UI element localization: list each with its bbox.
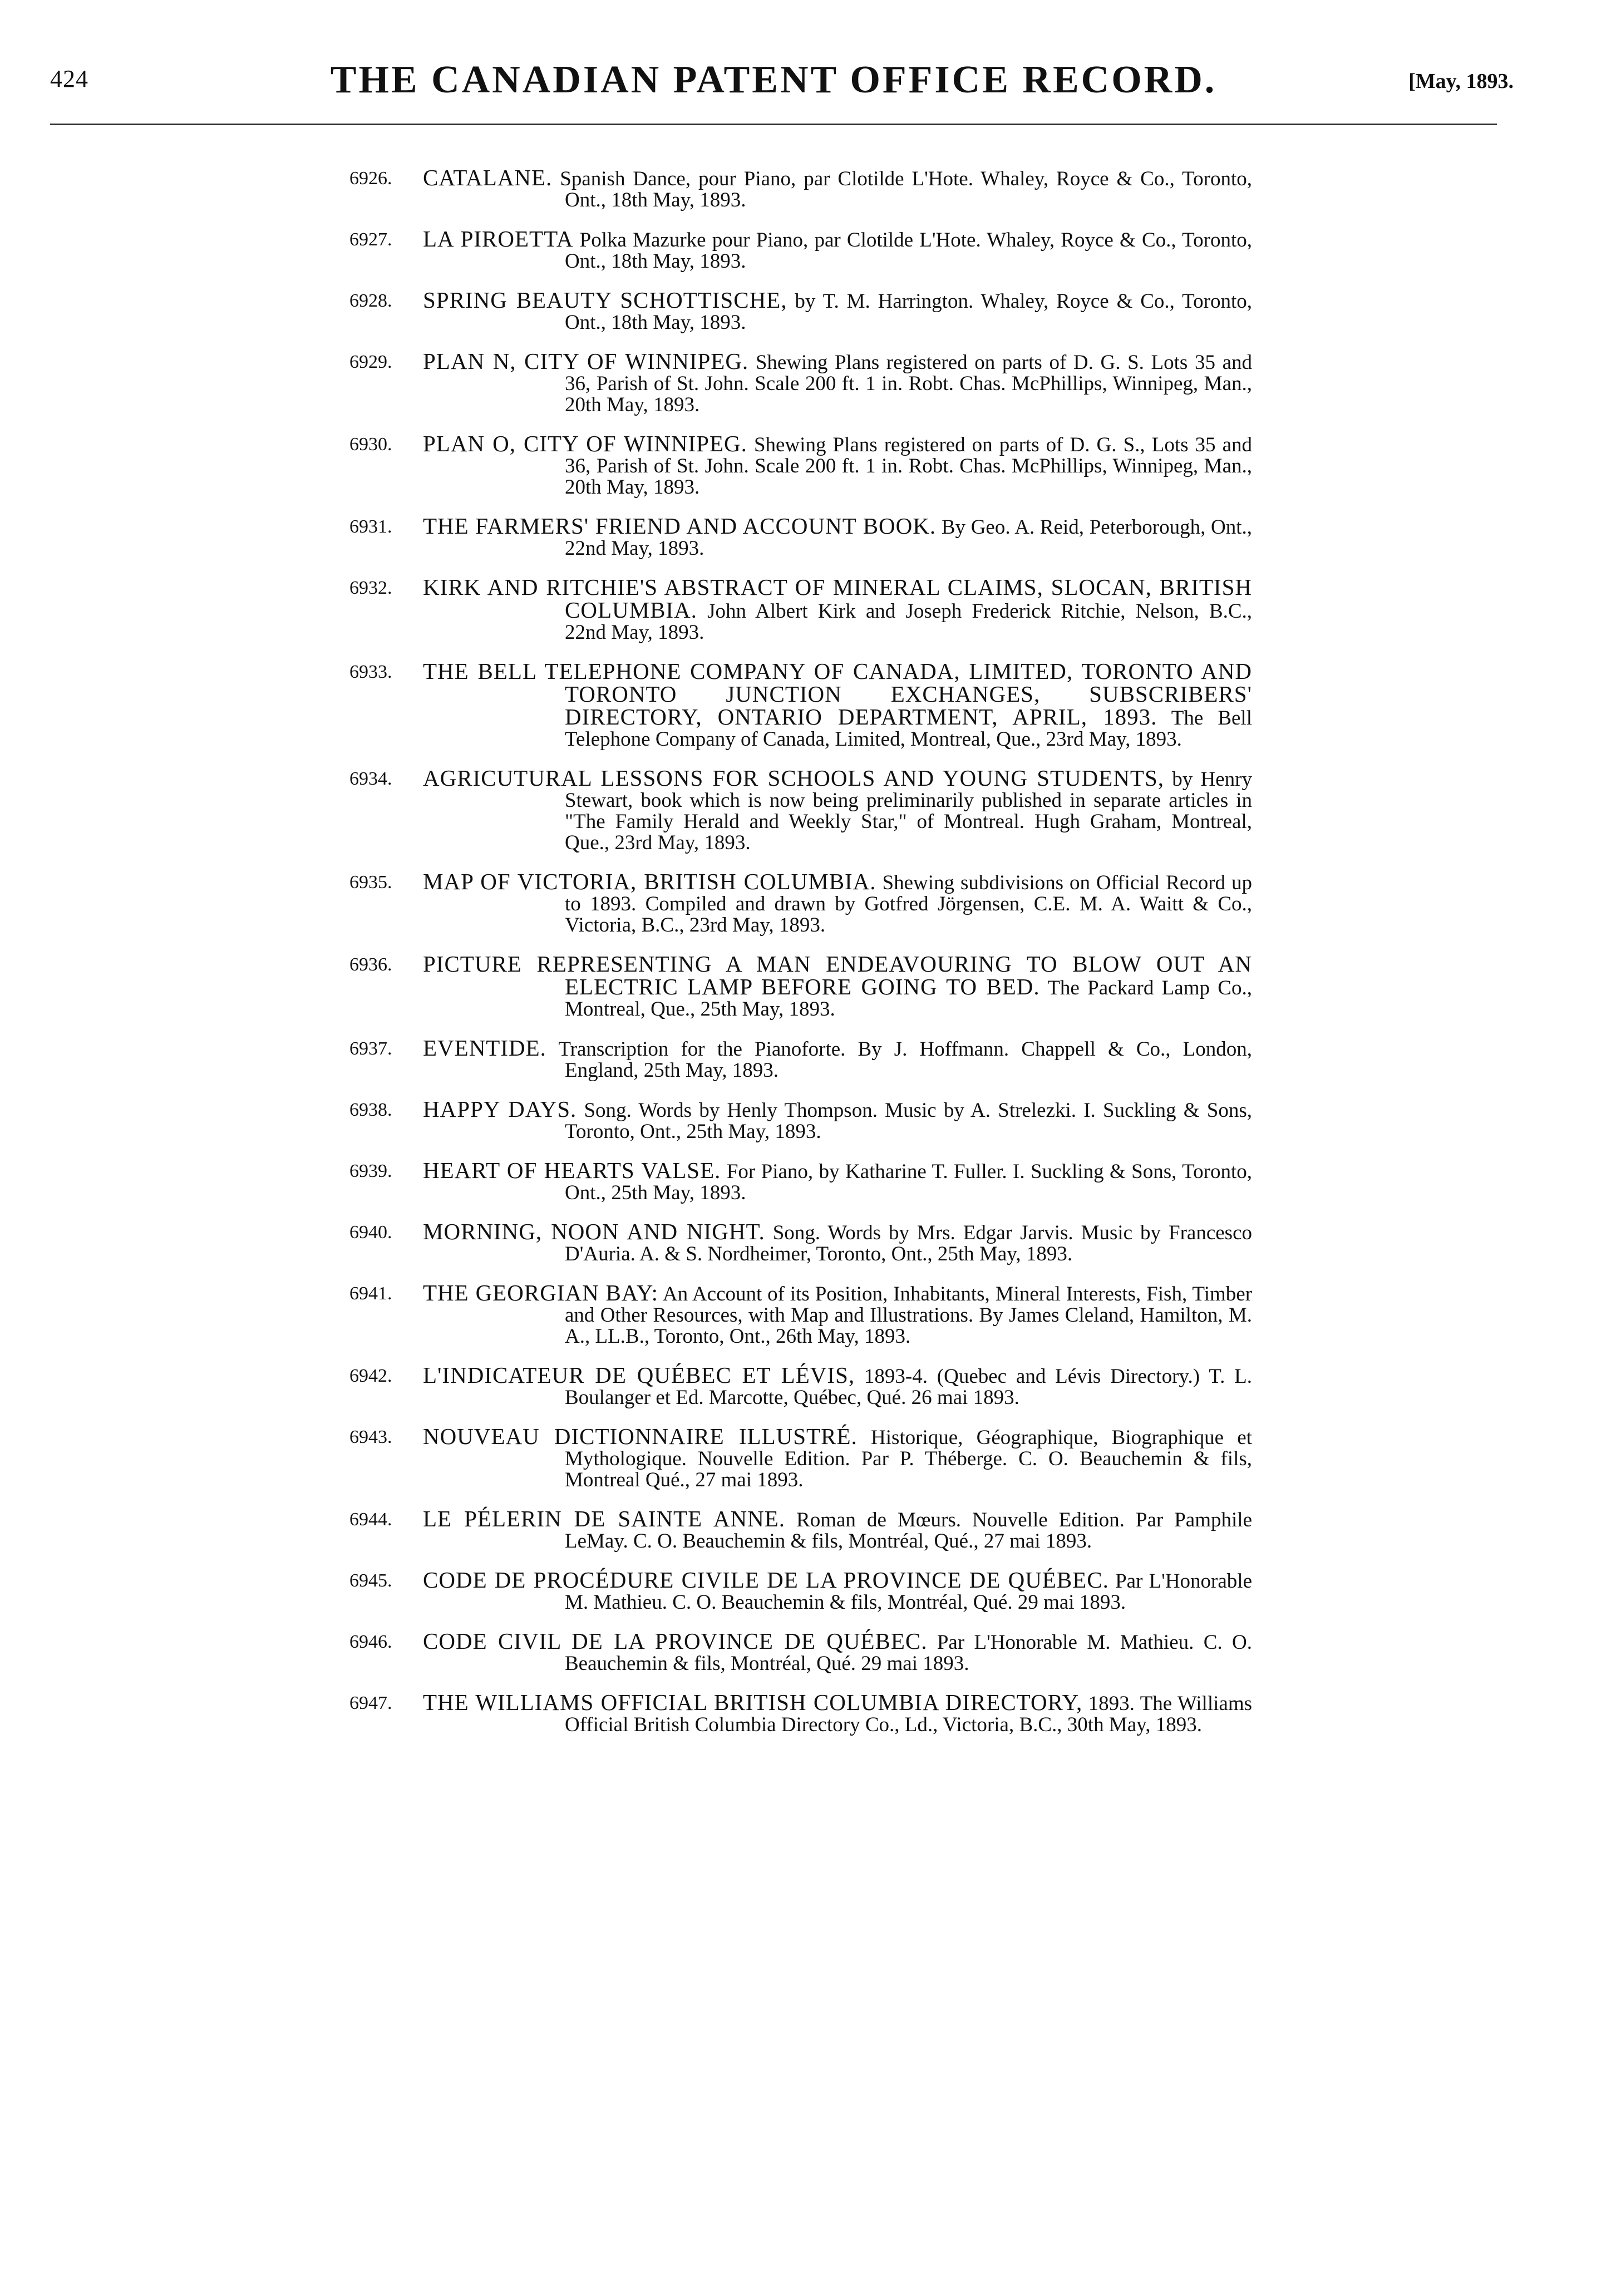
entry-description: 1893. The Williams Official British Columbia Directory Co., Ld., Victoria, B.C., 30th May, 1893.: [565, 1692, 1252, 1736]
entry-title: NOUVEAU DICTIONNAIRE ILLUSTRÉ.: [423, 1423, 858, 1449]
entry-title: CATALANE.: [423, 165, 553, 190]
entry-list: [351, 167, 1252, 1753]
entry-description: Spanish Dance, pour Piano, par Clotilde L'Hote. Whaley, Royce & Co., Toronto, Ont., 18th May, 1893.: [560, 167, 1252, 211]
entry-title: MAP OF VICTORIA, BRITISH COLUMBIA.: [423, 869, 876, 894]
entry-description: Song. Words by Mrs. Edgar Jarvis. Music by Francesco D'Auria. A. & S. Nordheimer, Toronto, Ont., 25th May, 1893.: [565, 1221, 1252, 1265]
entry-6938: [351, 1098, 1252, 1142]
entry-description: Shewing Plans registered on parts of D. G. S. Lots 35 and 36, Parish of St. John. Scale 200 ft. 1 in. Robt. Chas. McPhillips, Winnipeg, Man., 20th May, 1893.: [565, 351, 1253, 416]
entry-number: 6929.: [349, 352, 392, 372]
running-header: [50, 56, 1514, 106]
entry-title: AGRICUTURAL LESSONS FOR SCHOOLS AND YOUNG STUDENTS,: [423, 765, 1165, 791]
entry-number: 6942.: [349, 1366, 392, 1386]
entry-description: Shewing Plans registered on parts of D. G. S., Lots 35 and 36, Parish of St. John. Scale 200 ft. 1 in. Robt. Chas. McPhillips, Winnipeg, Man., 20th May, 1893.: [565, 433, 1253, 499]
entry-number: 6944.: [349, 1509, 392, 1530]
entry-number: 6939.: [349, 1161, 392, 1181]
entry-title: THE FARMERS' FRIEND AND ACCOUNT BOOK.: [423, 513, 937, 539]
entry-6928: [351, 289, 1252, 333]
entry-number: 6927.: [349, 229, 392, 250]
entry-6931: [351, 515, 1252, 559]
entry-title: L'INDICATEUR DE QUÉBEC ET LÉVIS,: [423, 1362, 855, 1388]
entry-description: Par L'Honorable M. Mathieu. C. O. Beauchemin & fils, Montréal, Qué. 29 mai 1893.: [565, 1570, 1253, 1614]
entry-description: By Geo. A. Reid, Peterborough, Ont., 22nd May, 1893.: [565, 516, 1253, 560]
entry-number: 6930.: [349, 434, 392, 455]
entry-description: John Albert Kirk and Joseph Frederick Ritchie, Nelson, B.C., 22nd May, 1893.: [565, 600, 1253, 644]
entry-number: 6934.: [349, 768, 392, 789]
entry-number: 6937.: [349, 1038, 392, 1059]
entry-description: An Account of its Position, Inhabitants, Mineral Interests, Fish, Timber and Other Resources, with Map and Illustrations. By James Cleland, Hamilton, M. A., LL.B., Toronto, Ont., 26th May, 1893.: [565, 1283, 1253, 1348]
entry-number: 6933.: [349, 662, 392, 682]
entry-6936: [351, 953, 1252, 1020]
entry-title: PLAN O, CITY OF WINNIPEG.: [423, 431, 747, 456]
entry-number: 6941.: [349, 1283, 392, 1304]
entry-6944: [351, 1508, 1252, 1552]
entry-number: 6943.: [349, 1427, 392, 1447]
entry-description: 1893-4. (Quebec and Lévis Directory.) T. L. Boulanger et Ed. Marcotte, Québec, Qué. 26 mai 1893.: [565, 1365, 1252, 1409]
entry-6934: [351, 767, 1252, 854]
entry-title: PLAN N, CITY OF WINNIPEG.: [423, 348, 749, 374]
entry-number: 6946.: [349, 1632, 392, 1652]
entry-title: HAPPY DAYS.: [423, 1096, 577, 1122]
entry-title: HEART OF HEARTS VALSE.: [423, 1157, 721, 1183]
entry-title: EVENTIDE.: [423, 1035, 546, 1061]
entry-number: 6932.: [349, 578, 392, 598]
entry-number: 6928.: [349, 290, 392, 311]
entry-description: by T. M. Harrington. Whaley, Royce & Co., Toronto, Ont., 18th May, 1893.: [565, 290, 1252, 334]
entry-number: 6935.: [349, 872, 392, 893]
entry-6935: [351, 871, 1252, 936]
entry-6932: [349, 574, 1253, 644]
entry-6945: [351, 1569, 1252, 1613]
entry-6943: [349, 1423, 1252, 1491]
entry-6930: [351, 433, 1252, 498]
page-number: 424: [50, 65, 88, 92]
entry-6927: [351, 228, 1252, 272]
entry-description: Historique, Géographique, Biographique et Mythologique. Nouvelle Edition. Par P. Théberge. C. O. Beauchemin & fils, Montreal Qué., 27 mai 1893.: [565, 1426, 1252, 1491]
entry-title: MORNING, NOON AND NIGHT.: [423, 1219, 765, 1244]
entry-6942: [351, 1364, 1252, 1408]
entry-title: PICTURE REPRESENTING A MAN ENDEAVOURING TO BLOW OUT AN ELECTRIC LAMP BEFORE GOING TO BED.: [423, 951, 1252, 999]
entry-title: CODE CIVIL DE LA PROVINCE DE QUÉBEC.: [423, 1628, 928, 1654]
entry-description: by Henry Stewart, book which is now being preliminarily published in separate articles in "The Family Herald and Weekly Star," of Montreal. Hugh Graham, Montreal, Que., 23rd May, 1893.: [565, 768, 1252, 854]
entry-number: 6931.: [349, 516, 392, 537]
entry-6947: [349, 1689, 1252, 1736]
header-rule: [50, 124, 1497, 125]
entry-number: 6938.: [349, 1100, 392, 1120]
entry-6929: [349, 348, 1253, 416]
entry-description: Roman de Mœurs. Nouvelle Edition. Par Pamphile LeMay. C. O. Beauchemin & fils, Montréal, Qué., 27 mai 1893.: [565, 1509, 1252, 1553]
entry-6939: [349, 1157, 1253, 1204]
entry-number: 6940.: [349, 1222, 392, 1243]
entry-description: Par L'Honorable M. Mathieu. C. O. Beauchemin & fils, Montréal, Qué. 29 mai 1893.: [565, 1631, 1252, 1675]
entry-title: KIRK AND RITCHIE'S ABSTRACT OF MINERAL CLAIMS, SLOCAN, BRITISH COLUMBIA.: [423, 574, 1252, 623]
entry-description: Song. Words by Henly Thompson. Music by A. Strelezki. I. Suckling & Sons, Toronto, Ont., 25th May, 1893.: [565, 1099, 1252, 1143]
entry-6933: [349, 658, 1252, 751]
entry-description: Shewing subdivisions on Official Record up to 1893. Compiled and drawn by Gotfred Jörgensen, C.E. M. A. Waitt & Co., Victoria, B.C., 23rd May, 1893.: [565, 871, 1253, 937]
entry-title: CODE DE PROCÉDURE CIVILE DE LA PROVINCE DE QUÉBEC.: [423, 1567, 1109, 1593]
entry-title: SPRING BEAUTY SCHOTTISCHE,: [423, 287, 787, 313]
entry-description: For Piano, by Katharine T. Fuller. I. Suckling & Sons, Toronto, Ont., 25th May, 1893.: [565, 1160, 1253, 1204]
entry-number: 6945.: [349, 1570, 392, 1591]
entry-description: Polka Mazurke pour Piano, par Clotilde L'Hote. Whaley, Royce & Co., Toronto, Ont., 18th May, 1893.: [565, 229, 1253, 273]
entry-description: Transcription for the Pianoforte. By J. Hoffmann. Chappell & Co., London, England, 25th May, 1893.: [558, 1038, 1252, 1082]
entry-6926: [351, 167, 1252, 211]
entry-description: The Packard Lamp Co., Montreal, Que., 25th May, 1893.: [565, 977, 1252, 1021]
entry-6946: [351, 1630, 1252, 1674]
entry-title: THE BELL TELEPHONE COMPANY OF CANADA, LIMITED, TORONTO AND TORONTO JUNCTION EXCHANGES, SUBSCRIBERS' DIRECTORY, ONTARIO DEPARTMENT, APRIL, 1893.: [423, 658, 1252, 730]
entry-title: THE WILLIAMS OFFICIAL BRITISH COLUMBIA DIRECTORY,: [423, 1689, 1083, 1715]
entry-6940: [351, 1221, 1252, 1265]
entry-number: 6926.: [349, 168, 392, 189]
page-title: THE CANADIAN PATENT OFFICE RECORD.: [330, 58, 1217, 101]
entry-title: THE GEORGIAN BAY:: [423, 1280, 658, 1305]
entry-title: LA PIROETTA: [423, 226, 574, 252]
entry-number: 6947.: [349, 1693, 392, 1713]
entry-6937: [351, 1037, 1252, 1081]
entry-6941: [351, 1282, 1252, 1347]
entry-description: The Bell Telephone Company of Canada, Limited, Montreal, Que., 23rd May, 1893.: [565, 707, 1252, 751]
entry-number: 6936.: [349, 954, 392, 975]
issue-date: [May, 1893.: [1408, 70, 1514, 93]
entry-title: LE PÉLERIN DE SAINTE ANNE.: [423, 1506, 786, 1531]
